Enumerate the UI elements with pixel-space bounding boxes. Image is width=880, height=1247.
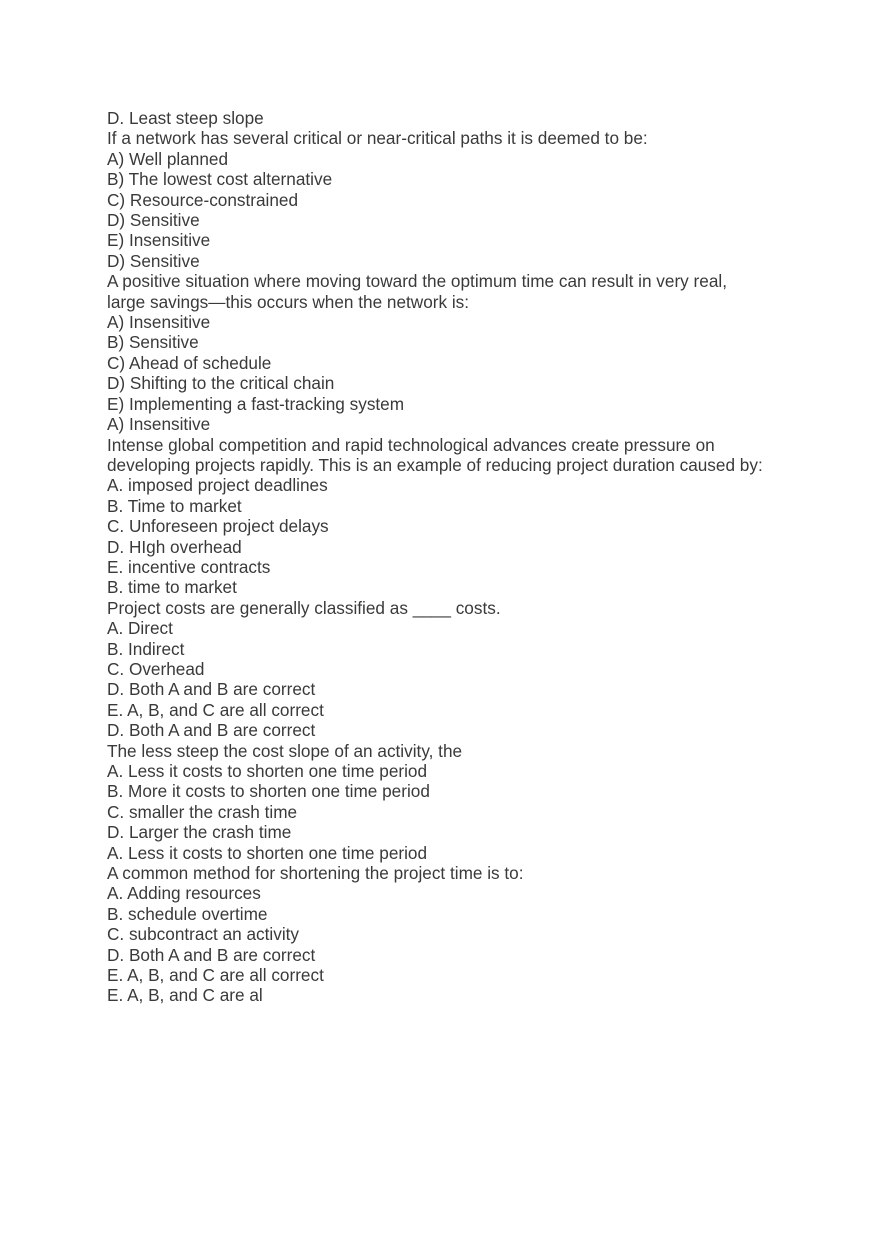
question-line: Project costs are generally classified as ____ costs. xyxy=(107,597,501,618)
answer-line: B. time to market xyxy=(107,577,237,598)
option-line: C. subcontract an activity xyxy=(107,924,300,945)
option-line: A. Less it costs to shorten one time period xyxy=(107,761,428,781)
option-line: E. A, B, and C are all correct xyxy=(107,965,324,986)
option-line: B. More it costs to shorten one time period xyxy=(107,781,430,802)
answer-line: D. Both A and B are correct xyxy=(107,720,316,741)
option-line: C) Ahead of schedule xyxy=(107,352,272,373)
question-line: A positive situation where moving toward the optimum time can result in very real, large savings—this occurs when the network is: xyxy=(107,271,727,312)
option-line: B. Time to market xyxy=(107,495,242,516)
option-line: B) The lowest cost alternative xyxy=(107,169,333,190)
option-line: E) Implementing a fast-tracking system xyxy=(107,393,405,414)
option-line: B. schedule overtime xyxy=(107,903,268,924)
option-line: C. Unforeseen project delays xyxy=(107,516,329,537)
option-line: D) Shifting to the critical chain xyxy=(107,373,335,394)
option-line: D) Sensitive xyxy=(107,210,200,231)
option-line: B) Sensitive xyxy=(107,332,199,353)
option-line: A. Adding resources xyxy=(107,883,261,904)
option-line: C. Overhead xyxy=(107,658,205,679)
option-line: D. HIgh overhead xyxy=(107,536,242,557)
option-line: C. smaller the crash time xyxy=(107,801,298,822)
option-line: E) Insensitive xyxy=(107,230,211,251)
option-line: E. A, B, and C are all correct xyxy=(107,699,324,720)
option-line: A) Well planned xyxy=(107,148,229,169)
answer-line: A. Less it costs to shorten one time period xyxy=(107,842,428,863)
option-line: A. imposed project deadlines xyxy=(107,475,328,496)
option-line: E. incentive contracts xyxy=(107,556,271,577)
option-line: D. Both A and B are correct xyxy=(107,944,316,965)
option-line: B. Indirect xyxy=(107,638,185,659)
question-line: Intense global competition and rapid technological advances create pressure on developing projects rapidly. This is an example of reducing project duration caused by: xyxy=(107,434,763,475)
option-line: A. Direct xyxy=(107,618,173,639)
question-line: The less steep the cost slope of an activity, the xyxy=(107,740,463,761)
option-line: D. Larger the crash time xyxy=(107,822,292,843)
question-line: If a network has several critical or near-critical paths it is deemed to be: xyxy=(107,128,648,149)
answer-line: E. A, B, and C are al xyxy=(107,985,263,1006)
option-line: A) Insensitive xyxy=(107,312,211,333)
answer-line: D) Sensitive xyxy=(107,250,200,271)
question-line: A common method for shortening the project time is to: xyxy=(107,863,524,884)
option-line: D. Both A and B are correct xyxy=(107,679,316,700)
option-line: C) Resource-constrained xyxy=(107,189,299,210)
document-text xyxy=(107,108,767,1006)
answer-line: D. Least steep slope xyxy=(107,108,264,128)
answer-line: A) Insensitive xyxy=(107,414,211,435)
